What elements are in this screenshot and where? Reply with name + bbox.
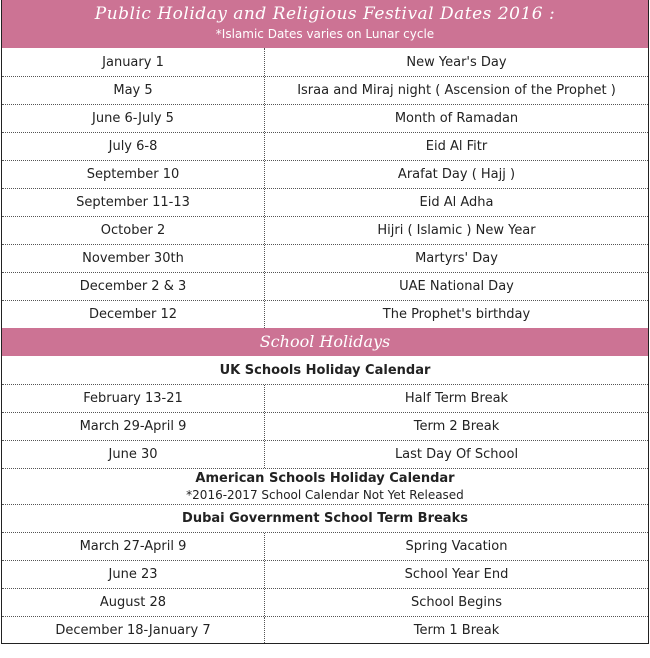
- date-cell: June 30: [2, 441, 265, 468]
- table-row: [2, 440, 648, 468]
- event-cell: Hijri ( Islamic ) New Year: [377, 223, 536, 238]
- date-cell: January 1: [2, 48, 265, 76]
- date-cell: February 13-21: [2, 385, 265, 412]
- date-cell: December 12: [2, 301, 265, 328]
- event-cell: Eid Al Fitr: [425, 139, 488, 154]
- public-holidays-list: [2, 48, 648, 328]
- date-cell: September 11-13: [2, 189, 265, 216]
- public-holidays-subtitle: *Islamic Dates varies on Lunar cycle: [215, 27, 435, 41]
- event-cell: The Prophet's birthday: [382, 307, 531, 322]
- event-cell: Eid Al Adha: [419, 195, 494, 210]
- public-holidays-banner: [2, 0, 648, 48]
- table-row: [2, 300, 648, 328]
- american-schools-note: *2016-2017 School Calendar Not Yet Released: [186, 488, 464, 502]
- table-row: [2, 272, 648, 300]
- school-holidays-banner: School Holidays: [2, 328, 648, 356]
- holiday-table: [1, 0, 649, 644]
- date-cell: August 28: [2, 589, 265, 616]
- event-cell: Martyrs' Day: [415, 251, 498, 266]
- table-row: [2, 76, 648, 104]
- event-cell: School Begins: [410, 595, 503, 610]
- event-cell: UAE National Day: [399, 279, 514, 294]
- event-cell: Half Term Break: [404, 391, 509, 406]
- table-row: [2, 412, 648, 440]
- date-cell: June 23: [2, 561, 265, 588]
- date-cell: May 5: [2, 77, 265, 104]
- table-row: [2, 132, 648, 160]
- event-cell: Israa and Miraj night ( Ascension of the Prophet ): [297, 83, 616, 98]
- event-cell: Spring Vacation: [405, 539, 508, 554]
- table-row: [2, 384, 648, 412]
- date-cell: October 2: [2, 217, 265, 244]
- date-cell: March 27-April 9: [2, 533, 265, 560]
- table-row: [2, 244, 648, 272]
- public-holidays-title: Public Holiday and Religious Festival Dates 2016 :: [94, 4, 556, 24]
- date-cell: December 2 & 3: [2, 273, 265, 300]
- american-schools-title: American Schools Holiday Calendar: [195, 471, 455, 486]
- american-schools-heading: [2, 468, 648, 504]
- table-row: [2, 48, 648, 76]
- event-cell: New Year's Day: [406, 54, 507, 70]
- table-row: [2, 188, 648, 216]
- dubai-schools-heading: Dubai Government School Term Breaks: [2, 504, 648, 532]
- table-row: [2, 588, 648, 616]
- table-row: [2, 160, 648, 188]
- event-cell: Term 1 Break: [413, 622, 500, 638]
- table-row: [2, 216, 648, 244]
- date-cell: March 29-April 9: [2, 413, 265, 440]
- event-cell: Last Day Of School: [394, 447, 519, 462]
- table-row: [2, 560, 648, 588]
- uk-schools-heading: UK Schools Holiday Calendar: [219, 362, 431, 378]
- table-row: [2, 104, 648, 132]
- event-cell: Term 2 Break: [413, 419, 500, 434]
- date-cell: June 6-July 5: [2, 105, 265, 132]
- table-row: [2, 616, 648, 644]
- event-cell: Arafat Day ( Hajj ): [397, 167, 516, 182]
- event-cell: School Year End: [404, 567, 509, 582]
- date-cell: December 18-January 7: [2, 617, 265, 643]
- date-cell: November 30th: [2, 245, 265, 272]
- table-row: [2, 532, 648, 560]
- date-cell: July 6-8: [2, 133, 265, 160]
- date-cell: September 10: [2, 161, 265, 188]
- event-cell: Month of Ramadan: [394, 111, 519, 126]
